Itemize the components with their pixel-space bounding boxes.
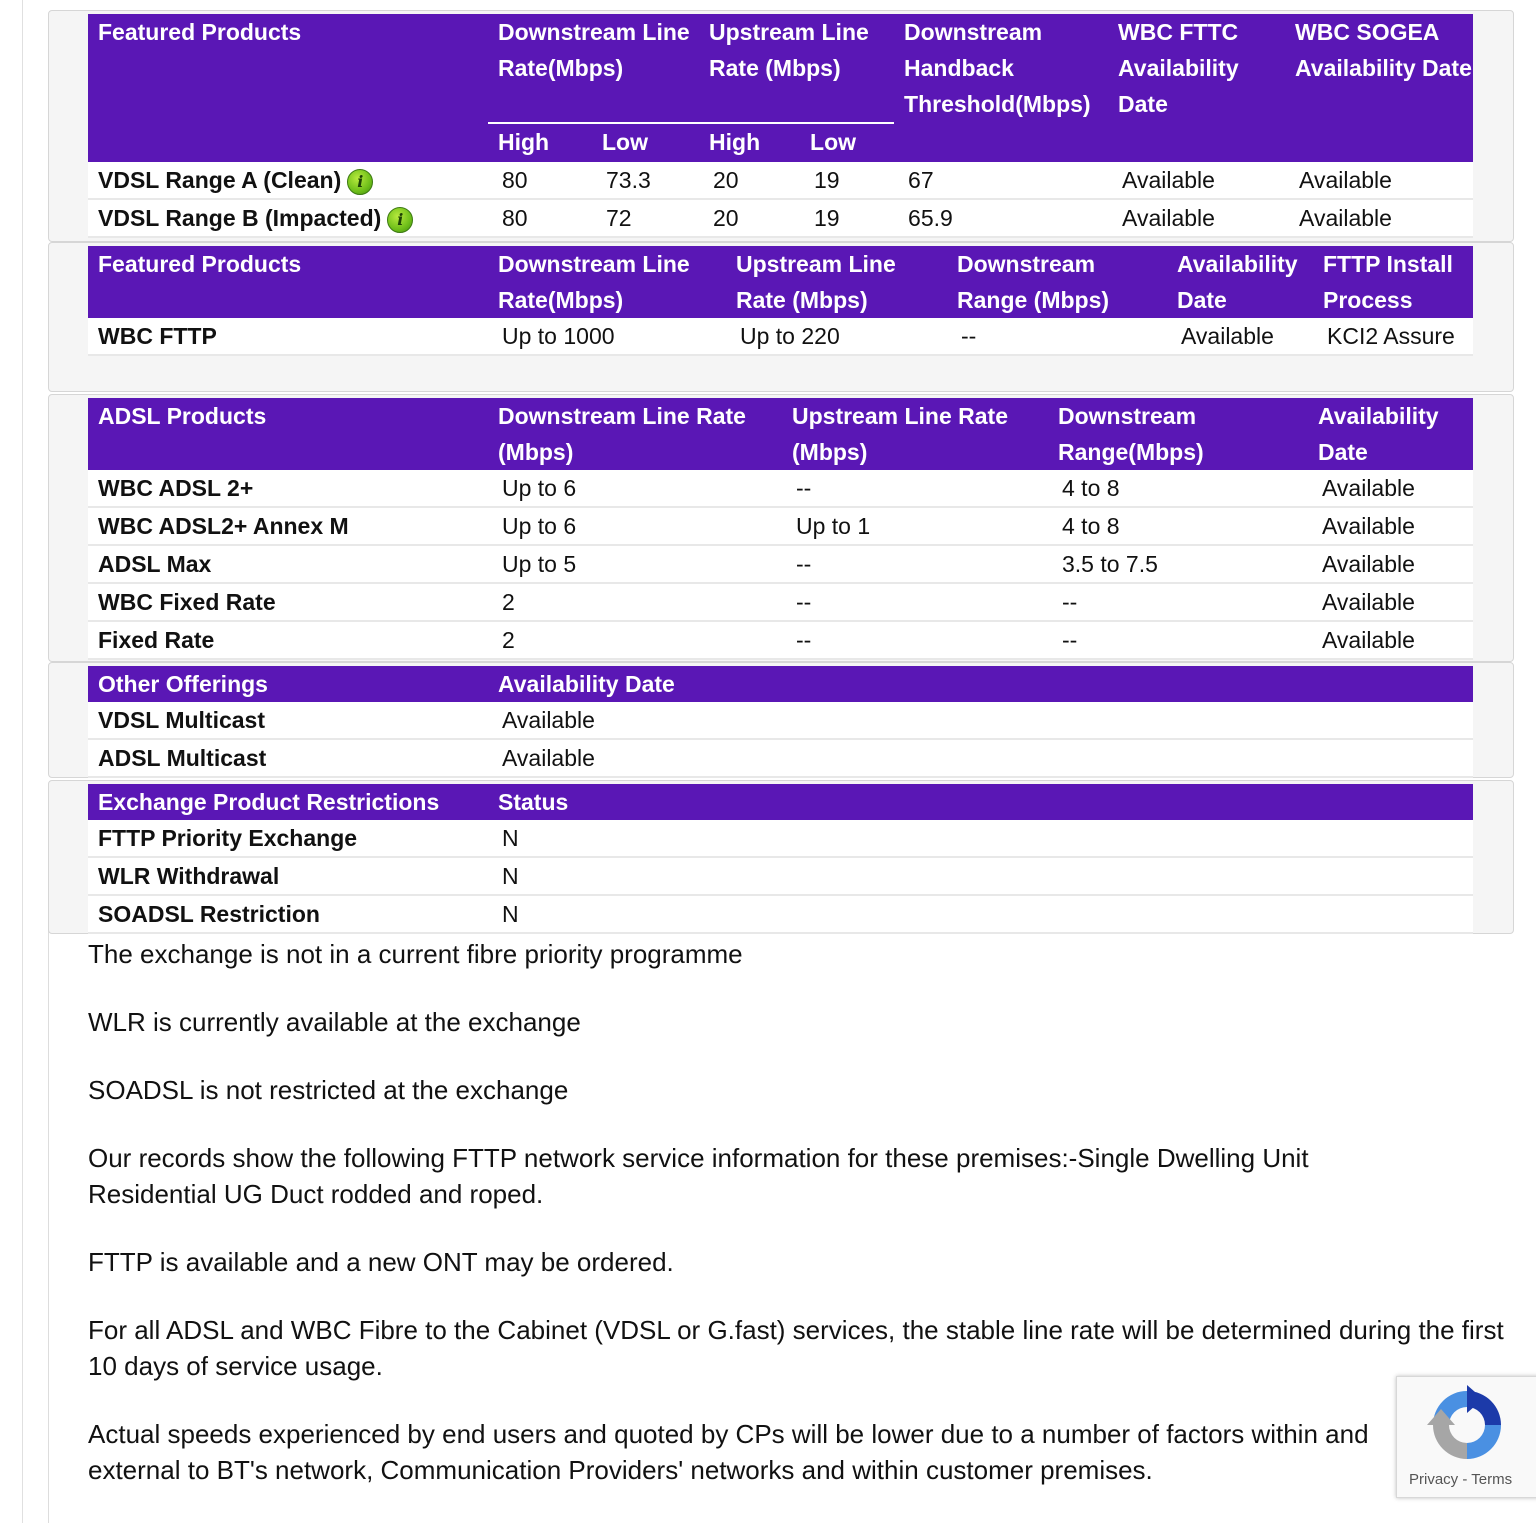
table-cell: Available <box>1285 199 1473 237</box>
table-cell: 19 <box>800 162 894 199</box>
table-cell: -- <box>782 470 1048 507</box>
fttp-table <box>88 246 1473 356</box>
table-cell: Available <box>488 739 1473 777</box>
table-cell: Available <box>1308 507 1473 545</box>
table-cell: 3.5 to 7.5 <box>1048 545 1308 583</box>
fttp-header-install: FTTP Install Process <box>1313 246 1473 318</box>
table-cell: 2 <box>488 583 782 621</box>
adsl-header-downstream: Downstream Line Rate (Mbps) <box>488 398 782 470</box>
adsl-table <box>88 398 1473 660</box>
table-row <box>88 702 1473 739</box>
privacy-link[interactable]: Privacy <box>1409 1471 1459 1488</box>
product-name-cell: FTTP Priority Exchange <box>88 820 488 857</box>
fttc-subheader-up-low: Low <box>800 123 894 162</box>
table-cell: 20 <box>699 199 800 237</box>
fttc-header-fttc-date: WBC FTTC Availability Date <box>1108 14 1285 162</box>
fttc-subheader-down-low: Low <box>592 123 699 162</box>
info-icon[interactable]: i <box>347 169 373 195</box>
table-cell: 4 to 8 <box>1048 507 1308 545</box>
table-row <box>88 318 1473 355</box>
product-name-cell: ADSL Max <box>88 545 488 583</box>
table-cell: 67 <box>894 162 1108 199</box>
recaptcha-badge[interactable] <box>1396 1376 1536 1498</box>
restrictions-header-status: Status <box>488 784 1473 820</box>
table-row <box>88 739 1473 777</box>
table-row <box>88 199 1473 237</box>
product-name-cell: WBC ADSL 2+ <box>88 470 488 507</box>
fttc-subheader-down-high: High <box>488 123 592 162</box>
product-name-cell: VDSL Multicast <box>88 702 488 739</box>
product-name-cell: Fixed Rate <box>88 621 488 659</box>
content-left-rule <box>48 930 49 1523</box>
table-cell: -- <box>782 621 1048 659</box>
link-separator: - <box>1458 1471 1472 1488</box>
note-paragraph: For all ADSL and WBC Fibre to the Cabinet (VDSL or G.fast) services, the stable line rate will be determined during the first 10 days of service usage. <box>88 1315 1504 1381</box>
table-cell: Up to 1 <box>782 507 1048 545</box>
table-cell: Available <box>1308 621 1473 659</box>
fttp-header-product: Featured Products <box>88 246 488 318</box>
other-header-date: Availability Date <box>488 666 1473 702</box>
product-name-cell: ADSL Multicast <box>88 739 488 777</box>
product-name-cell: WLR Withdrawal <box>88 857 488 895</box>
table-cell: 80 <box>488 162 592 199</box>
table-cell: -- <box>782 583 1048 621</box>
table-row <box>88 507 1473 545</box>
table-cell: Available <box>1285 162 1473 199</box>
other-header-row <box>88 666 1473 702</box>
other-table <box>88 666 1473 778</box>
table-cell: Up to 5 <box>488 545 782 583</box>
page-left-rule <box>22 0 23 1523</box>
fttc-header-product: Featured Products <box>88 14 488 162</box>
table-cell: 72 <box>592 199 699 237</box>
table-cell: Available <box>1108 199 1285 237</box>
product-name-cell: WBC ADSL2+ Annex M <box>88 507 488 545</box>
fttc-header-handback: Downstream Handback Threshold(Mbps) <box>894 14 1108 162</box>
recaptcha-logo-icon <box>1427 1385 1507 1465</box>
table-cell: Available <box>1108 162 1285 199</box>
fttc-header-sogea-date: WBC SOGEA Availability Date <box>1285 14 1473 162</box>
product-name-cell: VDSL Range B (Impacted) i <box>88 199 488 237</box>
table-cell: 65.9 <box>894 199 1108 237</box>
note-paragraph: The exchange is not in a current fibre priority programme <box>88 939 743 969</box>
fttc-table <box>88 14 1473 238</box>
fttp-header-upstream: Upstream Line Rate (Mbps) <box>726 246 947 318</box>
other-header-offering: Other Offerings <box>88 666 488 702</box>
table-cell: 4 to 8 <box>1048 470 1308 507</box>
fttc-header-row <box>88 14 1473 123</box>
fttc-header-downstream: Downstream Line Rate(Mbps) <box>488 14 699 123</box>
fttc-header-upstream: Upstream Line Rate (Mbps) <box>699 14 894 123</box>
table-cell: N <box>488 820 1473 857</box>
table-row <box>88 470 1473 507</box>
table-row <box>88 162 1473 199</box>
table-cell: -- <box>1048 621 1308 659</box>
table-cell: 19 <box>800 199 894 237</box>
table-cell: -- <box>947 318 1167 355</box>
table-cell: Up to 6 <box>488 470 782 507</box>
note-paragraph: SOADSL is not restricted at the exchange <box>88 1075 569 1105</box>
table-row <box>88 621 1473 659</box>
table-cell: KCI2 Assure <box>1313 318 1473 355</box>
adsl-header-date: Availability Date <box>1308 398 1473 470</box>
table-cell: -- <box>782 545 1048 583</box>
note-paragraph: FTTP is available and a new ONT may be ordered. <box>88 1247 674 1277</box>
note-paragraph: Actual speeds experienced by end users and quoted by CPs will be lower due to a number of factors within and external to BT's network, Communication Providers' networks and within customer premises. <box>88 1419 1369 1485</box>
table-row <box>88 820 1473 857</box>
fttp-header-range: Downstream Range (Mbps) <box>947 246 1167 318</box>
adsl-header-product: ADSL Products <box>88 398 488 470</box>
product-name-cell: VDSL Range A (Clean) i <box>88 162 488 199</box>
table-row <box>88 583 1473 621</box>
adsl-header-upstream: Upstream Line Rate (Mbps) <box>782 398 1048 470</box>
exchange-notes <box>88 936 1528 1520</box>
table-cell: N <box>488 857 1473 895</box>
table-row <box>88 545 1473 583</box>
table-row <box>88 895 1473 933</box>
fttp-header-date: Availability Date <box>1167 246 1313 318</box>
note-paragraph: Our records show the following FTTP network service information for these premises:-Single Dwelling Unit Residential UG Duct rodded and roped. <box>88 1143 1309 1209</box>
table-cell: Up to 6 <box>488 507 782 545</box>
fttp-header-row <box>88 246 1473 318</box>
adsl-header-range: Downstream Range(Mbps) <box>1048 398 1308 470</box>
fttc-subheader-up-high: High <box>699 123 800 162</box>
table-cell: 2 <box>488 621 782 659</box>
table-cell: 73.3 <box>592 162 699 199</box>
table-cell: Available <box>1167 318 1313 355</box>
product-name-cell: WBC FTTP <box>88 318 488 355</box>
info-icon[interactable]: i <box>387 207 413 233</box>
note-paragraph: WLR is currently available at the exchange <box>88 1007 581 1037</box>
adsl-header-row <box>88 398 1473 470</box>
table-cell: Available <box>1308 470 1473 507</box>
restrictions-header-row <box>88 784 1473 820</box>
fttp-header-downstream: Downstream Line Rate(Mbps) <box>488 246 726 318</box>
table-cell: Available <box>488 702 1473 739</box>
product-name-cell: WBC Fixed Rate <box>88 583 488 621</box>
terms-link[interactable]: Terms <box>1471 1471 1513 1488</box>
recaptcha-links <box>1409 1471 1512 1488</box>
table-cell: Up to 220 <box>726 318 947 355</box>
table-cell: Available <box>1308 545 1473 583</box>
restrictions-header-name: Exchange Product Restrictions <box>88 784 488 820</box>
table-cell: Available <box>1308 583 1473 621</box>
table-cell: -- <box>1048 583 1308 621</box>
product-name-cell: SOADSL Restriction <box>88 895 488 933</box>
restrictions-table <box>88 784 1473 934</box>
table-cell: N <box>488 895 1473 933</box>
table-cell: Up to 1000 <box>488 318 726 355</box>
table-cell: 80 <box>488 199 592 237</box>
table-row <box>88 857 1473 895</box>
table-cell: 20 <box>699 162 800 199</box>
